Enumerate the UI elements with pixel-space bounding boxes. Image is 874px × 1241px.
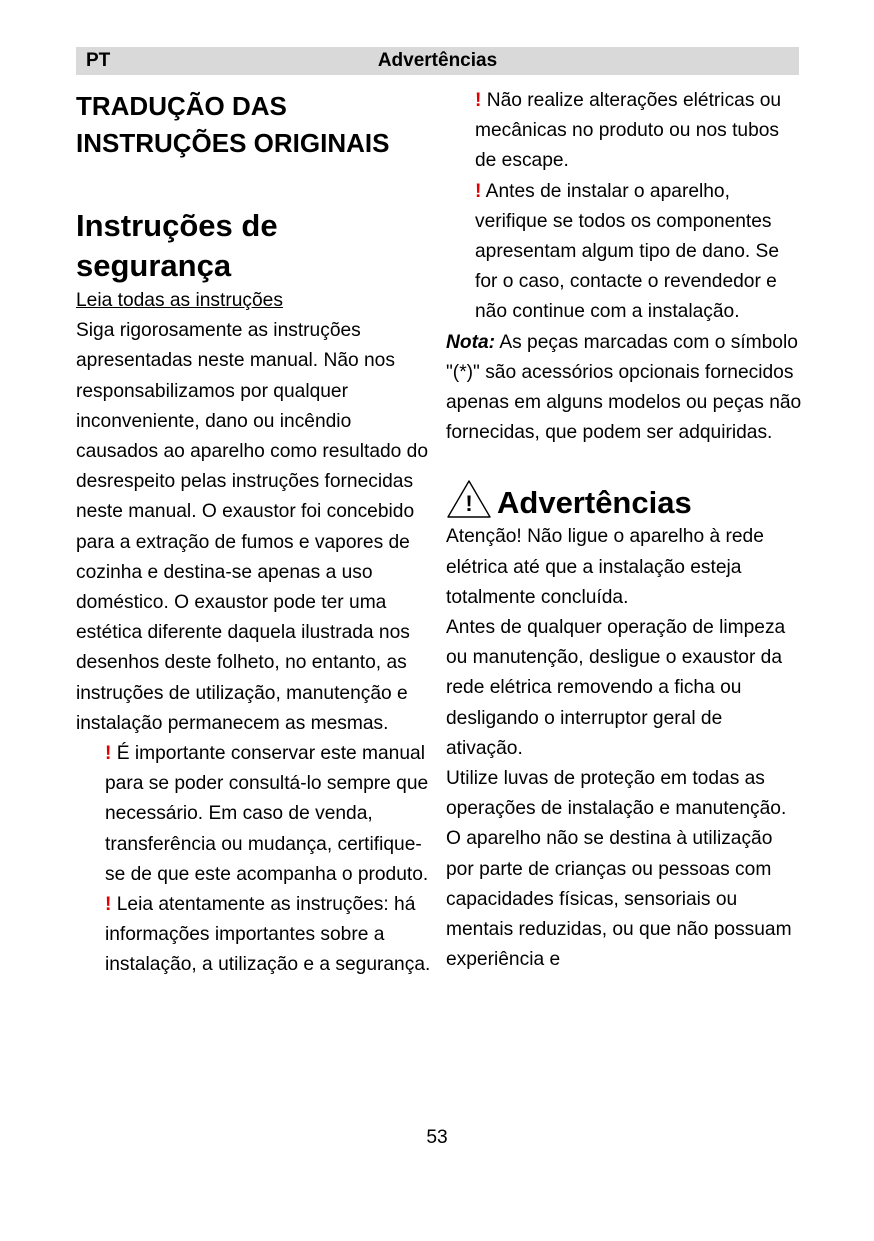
language-code: PT — [86, 50, 111, 71]
note-paragraph — [446, 328, 802, 449]
exclamation-icon: ! — [475, 180, 482, 202]
bullet-item — [475, 86, 802, 177]
page-header — [76, 47, 799, 75]
bullet-item — [475, 177, 802, 328]
svg-text:!: ! — [465, 491, 473, 517]
note-text: As peças marcadas com o símbolo "(*)" são acessórios opcionais fornecidos apenas em alguns modelos ou peças não fornecidas, que podem ser adquiridas. — [446, 331, 802, 444]
page-number: 53 — [426, 1127, 448, 1148]
warning-triangle-icon — [446, 479, 492, 519]
right-column — [446, 86, 802, 975]
translation-heading-line2: INSTRUÇÕES ORIGINAIS — [76, 128, 390, 158]
warnings-title: Advertências — [497, 485, 692, 521]
right-bullet-list — [446, 86, 802, 328]
left-column — [76, 88, 431, 981]
note-label: Nota: — [446, 331, 496, 353]
translation-heading-line1: TRADUÇÃO DAS — [76, 91, 287, 121]
warning-paragraph: Antes de qualquer operação de limpeza ou manutenção, desligue o exaustor da rede elétrica removendo a ficha ou desligando o interruptor geral de ativação. — [446, 617, 786, 759]
read-all-instructions: Leia todas as instruções — [76, 290, 283, 311]
warning-paragraph: Utilize luvas de proteção em todas as operações de instalação e manutenção. — [446, 768, 787, 820]
bullet-item — [105, 890, 431, 981]
left-bullet-list — [76, 739, 431, 981]
bullet-text: Não realize alterações elétricas ou mecânicas no produto ou nos tubos de escape. — [475, 90, 782, 172]
warnings-heading — [446, 478, 802, 522]
exclamation-icon: ! — [475, 90, 482, 111]
exclamation-icon: ! — [105, 743, 112, 765]
bullet-item — [105, 739, 431, 890]
warning-paragraph: Atenção! Não ligue o aparelho à rede elétrica até que a instalação esteja totalmente concluída. — [446, 526, 764, 608]
header-title: Advertências — [377, 50, 498, 71]
exclamation-icon: ! — [105, 894, 112, 916]
bullet-text: É importante conservar este manual para se poder consultá-lo sempre que necessário. Em caso de venda, transferência ou mudança, certifique-se de que este acompanha o produto. — [105, 743, 429, 885]
warning-paragraph: O aparelho não se destina à utilização por parte de crianças ou pessoas com capacidades físicas, sensoriais ou mentais reduzidas, ou que não possuam experiência e — [446, 828, 792, 971]
bullet-text: Leia atentamente as instruções: há informações importantes sobre a instalação, a utilização e a segurança. — [105, 894, 431, 976]
safety-instructions-title: Instruções de segurança — [76, 208, 278, 283]
bullet-text: Antes de instalar o aparelho, verifique se todos os componentes apresentam algum tipo de dano. Se for o caso, contacte o revendedor e não continue com a instalação. — [475, 180, 780, 323]
intro-paragraph: Siga rigorosamente as instruções apresentadas neste manual. Não nos responsabilizamos por qualquer inconveniente, dano ou incêndio causados ao aparelho como resultado do desrespeito pelas instruções fornecidas neste manual. O exaustor foi concebido para a extração de fumos e vapores de cozinha e destina-se apenas a uso doméstico. O exaustor pode ter uma estética diferente daquela ilustrada nos desenhos deste folheto, no entanto, as instruções de utilização, manutenção e instalação permanecem as mesmas. — [76, 320, 429, 734]
